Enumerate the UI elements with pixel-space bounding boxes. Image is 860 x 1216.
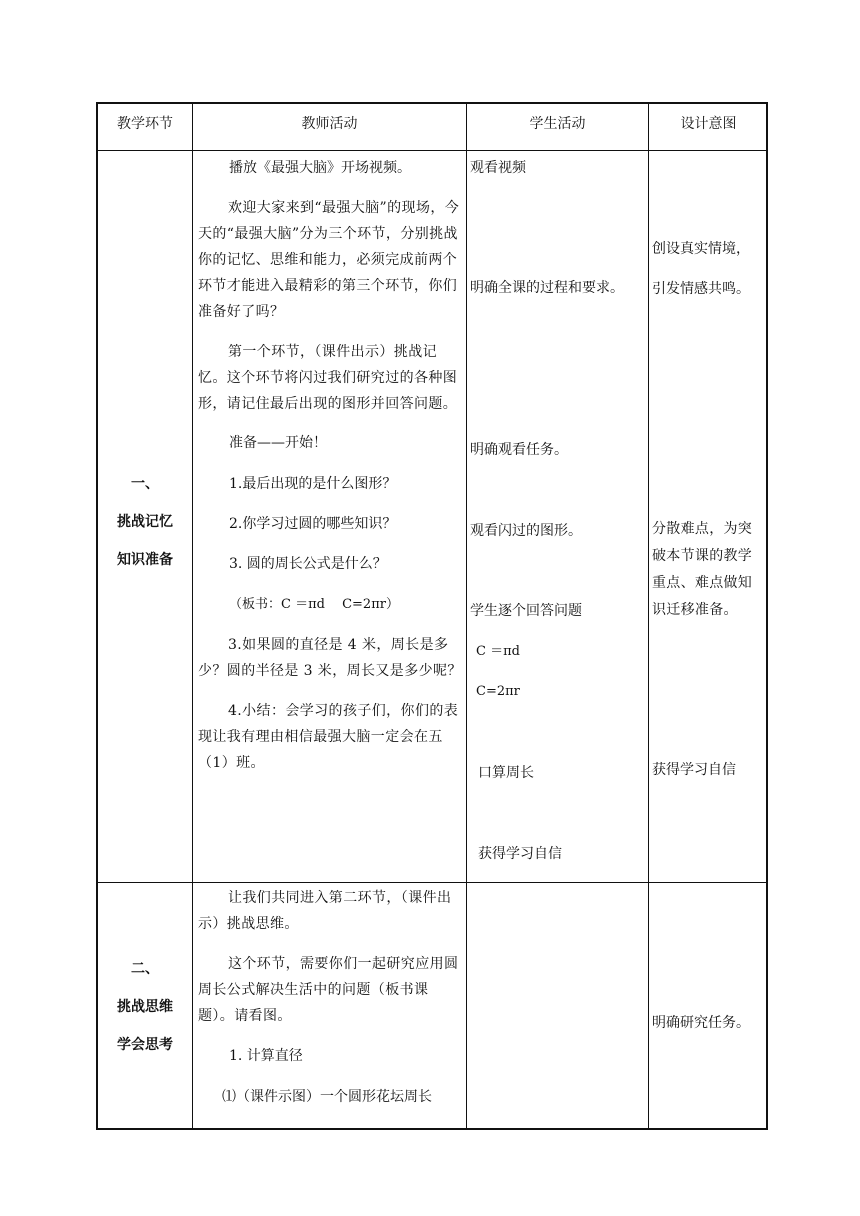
header-intent: 设计意图 bbox=[680, 116, 737, 132]
student-text: 学生逐个回答问题 bbox=[470, 603, 582, 619]
stage-1-subtitle: 知识准备 bbox=[117, 552, 173, 568]
column-divider bbox=[192, 104, 193, 1128]
teacher-text: 1.最后出现的是什么图形？ bbox=[229, 476, 397, 492]
teacher-text: 播放《最强大脑》开场视频。 bbox=[229, 160, 411, 176]
teacher-text: 3.如果圆的直径是 4 米，周长是多少？圆的半径是 3 米，周长又是多少呢？ bbox=[198, 637, 462, 679]
teacher-text: ⑴（课件示图）一个圆形花坛周长 bbox=[222, 1089, 432, 1105]
student-text: 口算周长 bbox=[478, 765, 534, 781]
student-text: 观看闪过的图形。 bbox=[470, 523, 582, 539]
header-teacher: 教师活动 bbox=[301, 116, 358, 132]
intent-text: 明确研究任务。 bbox=[652, 1015, 750, 1031]
student-formula: C=2πr bbox=[476, 684, 520, 699]
stage-2-number: 二、 bbox=[131, 961, 159, 977]
teacher-text: 1. 计算直径 bbox=[229, 1048, 303, 1064]
teacher-text: 让我们共同进入第二环节，（课件出示）挑战思维。 bbox=[198, 890, 452, 932]
intent-text: 分散难点，为突破本节课的教学重点、难点做知识迁移准备。 bbox=[652, 521, 753, 618]
board-formula: （板书：C ＝πd C=2πr） bbox=[229, 597, 399, 612]
stage-1 bbox=[98, 465, 192, 579]
student-text: 获得学习自信 bbox=[478, 846, 562, 862]
intent-text: 引发情感共鸣。 bbox=[652, 281, 750, 297]
student-text: 明确观看任务。 bbox=[470, 442, 568, 458]
student-text: 明确全课的过程和要求。 bbox=[470, 280, 624, 296]
row-divider bbox=[98, 882, 766, 883]
teacher-text: 第一个环节，（课件出示）挑战记忆。这个环节将闪过我们研究过的各种图形，请记住最后出现的图形并回答问题。 bbox=[198, 344, 458, 412]
student-formula: C ＝πd bbox=[476, 644, 520, 659]
stage-1-title: 挑战记忆 bbox=[117, 514, 173, 530]
teacher-text: 2.你学习过圆的哪些知识？ bbox=[229, 516, 397, 532]
teacher-text: 3. 圆的周长公式是什么？ bbox=[229, 556, 387, 572]
stage-2-title: 挑战思维 bbox=[117, 999, 173, 1015]
stage-2-subtitle: 学会思考 bbox=[117, 1037, 173, 1053]
teacher-text: 4.小结：会学习的孩子们，你们的表现让我有理由相信最强大脑一定会在五（1）班。 bbox=[198, 703, 459, 771]
teacher-text: 欢迎大家来到“最强大脑”的现场，今天的“最强大脑”分为三个环节，分别挑战你的记忆、思维和能力，必须完成前两个环节才能进入最精彩的第三个环节，你们准备好了吗？ bbox=[198, 200, 460, 320]
stage-2 bbox=[98, 950, 192, 1064]
intent-text: 获得学习自信 bbox=[652, 762, 736, 778]
header-student: 学生活动 bbox=[529, 116, 586, 132]
row-divider bbox=[98, 150, 766, 151]
header-stage: 教学环节 bbox=[117, 116, 173, 132]
teacher-text: 准备——开始！ bbox=[229, 435, 327, 451]
teacher-text: 这个环节，需要你们一起研究应用圆周长公式解决生活中的问题（板书课题）。请看图。 bbox=[198, 956, 459, 1024]
lesson-plan-table bbox=[96, 102, 768, 1130]
column-divider bbox=[466, 104, 467, 1128]
stage-1-number: 一、 bbox=[131, 476, 159, 492]
intent-text: 创设真实情境， bbox=[652, 241, 750, 257]
student-text: 观看视频 bbox=[470, 160, 526, 176]
column-divider bbox=[648, 104, 649, 1128]
